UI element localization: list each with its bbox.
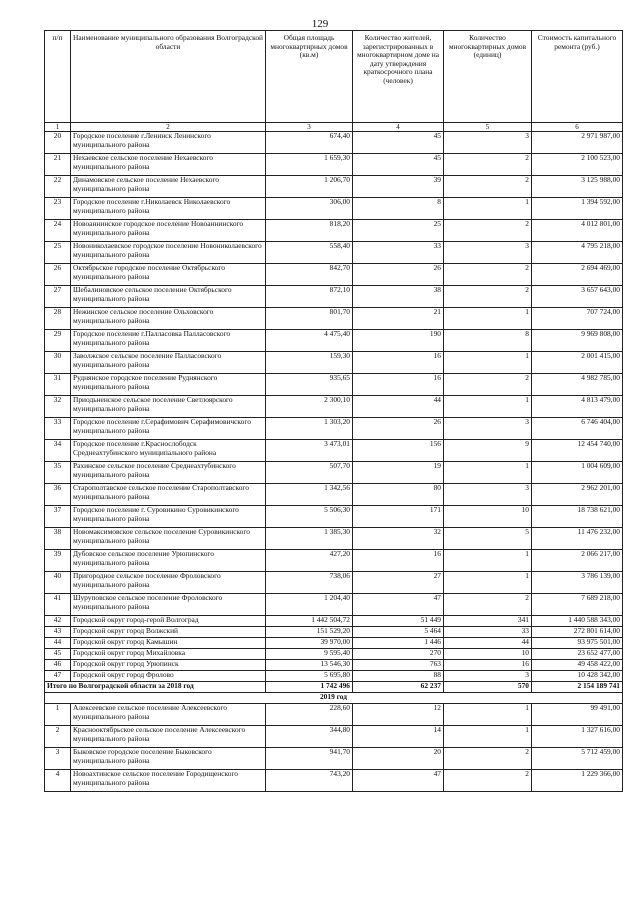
row-residents: 20	[353, 748, 444, 770]
row-area: 344,80	[266, 726, 353, 748]
table-row	[45, 396, 623, 418]
year-row	[45, 693, 623, 704]
row-residents: 16	[353, 352, 444, 374]
row-area: 151 529,20	[266, 627, 353, 638]
table-row	[45, 594, 623, 616]
row-residents: 156	[353, 440, 444, 462]
row-number: 3	[45, 748, 71, 770]
row-area: 3 473,01	[266, 440, 353, 462]
row-houses: 10	[444, 506, 532, 528]
row-houses: 33	[444, 627, 532, 638]
row-cost: 1 327 616,00	[532, 726, 623, 748]
row-name: Городское поселение г.Краснослободск Среднеахтубинского муниципального района	[71, 440, 266, 462]
row-residents: 51 449	[353, 616, 444, 627]
row-residents: 44	[353, 396, 444, 418]
row-area: 1 303,20	[266, 418, 353, 440]
row-area: 13 546,30	[266, 660, 353, 671]
row-area: 5 506,30	[266, 506, 353, 528]
row-houses: 2	[444, 176, 532, 198]
row-houses: 2	[444, 374, 532, 396]
row-area: 801,70	[266, 308, 353, 330]
row-houses: 2	[444, 220, 532, 242]
row-cost: 707 724,00	[532, 308, 623, 330]
row-cost: 49 458 422,00	[532, 660, 623, 671]
row-name: Рахинское сельское поселение Среднеахтубинского муниципального района	[71, 462, 266, 484]
row-residents: 80	[353, 484, 444, 506]
table-row	[45, 220, 623, 242]
row-number: 44	[45, 638, 71, 649]
table-row	[45, 264, 623, 286]
row-houses: 2	[444, 286, 532, 308]
row-houses: 44	[444, 638, 532, 649]
row-cost: 1 394 592,00	[532, 198, 623, 220]
table-row	[45, 726, 623, 748]
total-houses: 570	[444, 682, 532, 693]
total-label: Итого по Волгоградской области за 2018 год	[45, 682, 266, 693]
row-number: 29	[45, 330, 71, 352]
row-area: 427,20	[266, 550, 353, 572]
table-row	[45, 154, 623, 176]
row-area: 5 695,80	[266, 671, 353, 682]
row-cost: 11 476 232,00	[532, 528, 623, 550]
header-index: п/п	[45, 31, 71, 123]
row-name: Шуруповское сельское поселение Фроловского муниципального района	[71, 594, 266, 616]
row-houses: 2	[444, 748, 532, 770]
row-name: Городское поселение г.Палласовка Палласовского муниципального района	[71, 330, 266, 352]
row-residents: 8	[353, 198, 444, 220]
row-cost: 4 012 801,00	[532, 220, 623, 242]
row-area: 558,40	[266, 242, 353, 264]
row-cost: 3 125 988,00	[532, 176, 623, 198]
table-row	[45, 671, 623, 682]
row-houses: 3	[444, 132, 532, 154]
row-area: 935,65	[266, 374, 353, 396]
row-houses: 3	[444, 484, 532, 506]
row-houses: 2	[444, 594, 532, 616]
column-index: 6	[532, 123, 623, 132]
row-name: Пригородное сельское поселение Фроловского муниципального района	[71, 572, 266, 594]
column-index: 3	[266, 123, 353, 132]
row-residents: 32	[353, 528, 444, 550]
row-number: 37	[45, 506, 71, 528]
row-area: 1 204,40	[266, 594, 353, 616]
header-cost: Стоимость капитального ремонта (руб.)	[532, 31, 623, 123]
row-houses: 2	[444, 264, 532, 286]
row-area: 674,40	[266, 132, 353, 154]
row-cost: 1 229 366,00	[532, 770, 623, 792]
row-area: 1 442 504,72	[266, 616, 353, 627]
row-number: 28	[45, 308, 71, 330]
row-number: 24	[45, 220, 71, 242]
row-cost: 2 066 217,00	[532, 550, 623, 572]
row-houses: 1	[444, 396, 532, 418]
row-houses: 1	[444, 308, 532, 330]
row-name: Городской округ город Михайловка	[71, 649, 266, 660]
row-cost: 4 795 218,00	[532, 242, 623, 264]
row-number: 46	[45, 660, 71, 671]
total-residents: 62 237	[353, 682, 444, 693]
row-residents: 88	[353, 671, 444, 682]
row-houses: 2	[444, 154, 532, 176]
row-number: 39	[45, 550, 71, 572]
row-name: Городской округ город Камышин	[71, 638, 266, 649]
row-cost: 93 975 501,00	[532, 638, 623, 649]
row-cost: 4 813 479,00	[532, 396, 623, 418]
row-residents: 16	[353, 550, 444, 572]
row-residents: 19	[353, 462, 444, 484]
row-number: 32	[45, 396, 71, 418]
column-index: 4	[353, 123, 444, 132]
row-houses: 2	[444, 770, 532, 792]
row-number: 33	[45, 418, 71, 440]
row-houses: 341	[444, 616, 532, 627]
column-index: 1	[45, 123, 71, 132]
row-area: 842,70	[266, 264, 353, 286]
row-residents: 270	[353, 649, 444, 660]
row-cost: 272 801 614,00	[532, 627, 623, 638]
header-name: Наименование муниципального образования Волгоградской области	[71, 31, 266, 123]
row-name: Новоахтинское сельское поселение Городищенского муниципального района	[71, 770, 266, 792]
row-name: Городское поселение г.Серафимович Серафимовичского муниципального района	[71, 418, 266, 440]
row-number: 1	[45, 704, 71, 726]
row-area: 39 970,00	[266, 638, 353, 649]
row-houses: 1	[444, 572, 532, 594]
table-row	[45, 242, 623, 264]
row-area: 1 659,30	[266, 154, 353, 176]
row-area: 1 342,56	[266, 484, 353, 506]
row-name: Краснооктябрьское сельское поселение Алексеевского муниципального района	[71, 726, 266, 748]
row-number: 31	[45, 374, 71, 396]
row-name: Динамовское сельское поселение Нехаевского муниципального района	[71, 176, 266, 198]
row-name: Городское поселение г.Николаевск Николаевского муниципального района	[71, 198, 266, 220]
row-residents: 47	[353, 594, 444, 616]
row-cost: 12 454 740,00	[532, 440, 623, 462]
row-number: 22	[45, 176, 71, 198]
row-houses: 3	[444, 418, 532, 440]
table-row	[45, 638, 623, 649]
row-houses: 9	[444, 440, 532, 462]
row-name: Алексеевское сельское поселение Алексеевского муниципального района	[71, 704, 266, 726]
row-cost: 2 962 201,00	[532, 484, 623, 506]
row-area: 507,70	[266, 462, 353, 484]
row-residents: 38	[353, 286, 444, 308]
row-number: 26	[45, 264, 71, 286]
row-name: Городской округ город Фролово	[71, 671, 266, 682]
row-area: 941,70	[266, 748, 353, 770]
row-area: 1 206,70	[266, 176, 353, 198]
row-name: Старополтавское сельское поселение Старополтавского муниципального района	[71, 484, 266, 506]
column-index: 2	[71, 123, 266, 132]
total-row	[45, 682, 623, 693]
row-residents: 14	[353, 726, 444, 748]
row-name: Новомаксимовское сельское поселение Суровикинского муниципального района	[71, 528, 266, 550]
row-number: 30	[45, 352, 71, 374]
row-area: 306,00	[266, 198, 353, 220]
row-residents: 33	[353, 242, 444, 264]
row-houses: 10	[444, 649, 532, 660]
table-row	[45, 484, 623, 506]
row-houses: 1	[444, 550, 532, 572]
table-row	[45, 374, 623, 396]
row-cost: 99 491,00	[532, 704, 623, 726]
row-number: 35	[45, 462, 71, 484]
table-row	[45, 660, 623, 671]
row-name: Новониколаевское городское поселение Новониколаевского муниципального района	[71, 242, 266, 264]
row-residents: 45	[353, 154, 444, 176]
row-number: 40	[45, 572, 71, 594]
table-row	[45, 330, 623, 352]
table-row	[45, 528, 623, 550]
row-residents: 25	[353, 220, 444, 242]
page-number: 129	[311, 18, 329, 30]
total-area: 1 742 496	[266, 682, 353, 693]
row-houses: 3	[444, 671, 532, 682]
row-residents: 45	[353, 132, 444, 154]
column-index: 5	[444, 123, 532, 132]
row-name: Городское поселение г.Ленинск Ленинского муниципального района	[71, 132, 266, 154]
table-row	[45, 770, 623, 792]
row-residents: 21	[353, 308, 444, 330]
row-residents: 5 464	[353, 627, 444, 638]
table-row	[45, 286, 623, 308]
row-cost: 1 004 609,00	[532, 462, 623, 484]
row-cost: 4 982 785,00	[532, 374, 623, 396]
row-area: 1 385,30	[266, 528, 353, 550]
row-name: Заволжское сельское поселение Палласовского муниципального района	[71, 352, 266, 374]
row-houses: 1	[444, 726, 532, 748]
table-row	[45, 616, 623, 627]
row-cost: 23 652 477,00	[532, 649, 623, 660]
row-residents: 16	[353, 374, 444, 396]
row-residents: 26	[353, 264, 444, 286]
row-name: Городское поселение г. Суровикино Суровикинского муниципального района	[71, 506, 266, 528]
row-area: 4 475,40	[266, 330, 353, 352]
row-area: 872,10	[266, 286, 353, 308]
row-cost: 3 657 643,00	[532, 286, 623, 308]
row-cost: 6 746 404,00	[532, 418, 623, 440]
row-name: Нежинское сельское поселение Ольховского муниципального района	[71, 308, 266, 330]
row-number: 43	[45, 627, 71, 638]
row-houses: 1	[444, 198, 532, 220]
row-number: 36	[45, 484, 71, 506]
row-name: Городской округ город-герой Волгоград	[71, 616, 266, 627]
row-number: 25	[45, 242, 71, 264]
table-header-row	[45, 31, 623, 123]
row-residents: 12	[353, 704, 444, 726]
row-name: Шебалиновское сельское поселение Октябрьского муниципального района	[71, 286, 266, 308]
row-number: 27	[45, 286, 71, 308]
row-number: 42	[45, 616, 71, 627]
row-name: Новоаннинское городское поселение Новоаннинского муниципального района	[71, 220, 266, 242]
row-area: 743,20	[266, 770, 353, 792]
row-houses: 5	[444, 528, 532, 550]
table-row	[45, 704, 623, 726]
row-name: Руднянское городское поселение Руднянского муниципального района	[71, 374, 266, 396]
row-residents: 39	[353, 176, 444, 198]
table-row	[45, 748, 623, 770]
row-residents: 26	[353, 418, 444, 440]
row-number: 21	[45, 154, 71, 176]
row-cost: 7 689 218,00	[532, 594, 623, 616]
row-name: Городской округ город Урюпинск	[71, 660, 266, 671]
table-row	[45, 649, 623, 660]
row-cost: 10 428 342,00	[532, 671, 623, 682]
table-row	[45, 506, 623, 528]
row-residents: 1 446	[353, 638, 444, 649]
row-number: 34	[45, 440, 71, 462]
row-name: Приодьненское сельское поселение Светлоярского муниципального района	[71, 396, 266, 418]
row-cost: 2 001 415,00	[532, 352, 623, 374]
table-row	[45, 198, 623, 220]
year-label: 2019 год	[45, 693, 623, 704]
row-number: 20	[45, 132, 71, 154]
row-area: 738,06	[266, 572, 353, 594]
row-cost: 2 971 987,00	[532, 132, 623, 154]
row-houses: 16	[444, 660, 532, 671]
row-residents: 171	[353, 506, 444, 528]
row-name: Дубовское сельское поселение Урюпинского муниципального района	[71, 550, 266, 572]
row-name: Быковское городское поселение Быковского муниципального района	[71, 748, 266, 770]
table-row	[45, 132, 623, 154]
table-row	[45, 352, 623, 374]
row-cost: 9 969 808,00	[532, 330, 623, 352]
row-cost: 3 786 139,00	[532, 572, 623, 594]
row-residents: 47	[353, 770, 444, 792]
row-area: 159,30	[266, 352, 353, 374]
row-area: 2 300,10	[266, 396, 353, 418]
table-row	[45, 176, 623, 198]
data-table	[44, 30, 623, 792]
table-row	[45, 308, 623, 330]
row-name: Октябрьское городское поселение Октябрьского муниципального района	[71, 264, 266, 286]
row-houses: 1	[444, 462, 532, 484]
row-residents: 763	[353, 660, 444, 671]
header-residents: Количество жителей, зарегистрированных в многоквартирном доме на дату утверждения краткосрочного плана (человек)	[353, 31, 444, 123]
table-row	[45, 572, 623, 594]
table-row	[45, 440, 623, 462]
row-cost: 2 100 523,00	[532, 154, 623, 176]
row-number: 2	[45, 726, 71, 748]
row-cost: 2 694 469,00	[532, 264, 623, 286]
row-name: Нехаевское сельское поселение Нехаевского муниципального района	[71, 154, 266, 176]
row-number: 47	[45, 671, 71, 682]
table-row	[45, 418, 623, 440]
row-cost: 1 440 588 343,00	[532, 616, 623, 627]
table-row	[45, 462, 623, 484]
row-cost: 18 738 621,00	[532, 506, 623, 528]
total-cost: 2 154 189 741	[532, 682, 623, 693]
row-area: 818,20	[266, 220, 353, 242]
table-row	[45, 627, 623, 638]
row-area: 228,60	[266, 704, 353, 726]
column-index-row	[45, 123, 623, 132]
row-number: 23	[45, 198, 71, 220]
row-houses: 8	[444, 330, 532, 352]
row-residents: 190	[353, 330, 444, 352]
row-houses: 1	[444, 352, 532, 374]
table-row	[45, 550, 623, 572]
row-houses: 3	[444, 242, 532, 264]
row-houses: 1	[444, 704, 532, 726]
row-number: 41	[45, 594, 71, 616]
row-name: Городской округ город Волжский	[71, 627, 266, 638]
row-number: 4	[45, 770, 71, 792]
header-area: Общая площадь многоквартирных домов (кв.м)	[266, 31, 353, 123]
row-cost: 5 712 459,00	[532, 748, 623, 770]
header-houses: Количество многоквартирных домов (единиц)	[444, 31, 532, 123]
row-residents: 27	[353, 572, 444, 594]
row-area: 9 595,40	[266, 649, 353, 660]
row-number: 38	[45, 528, 71, 550]
row-number: 45	[45, 649, 71, 660]
